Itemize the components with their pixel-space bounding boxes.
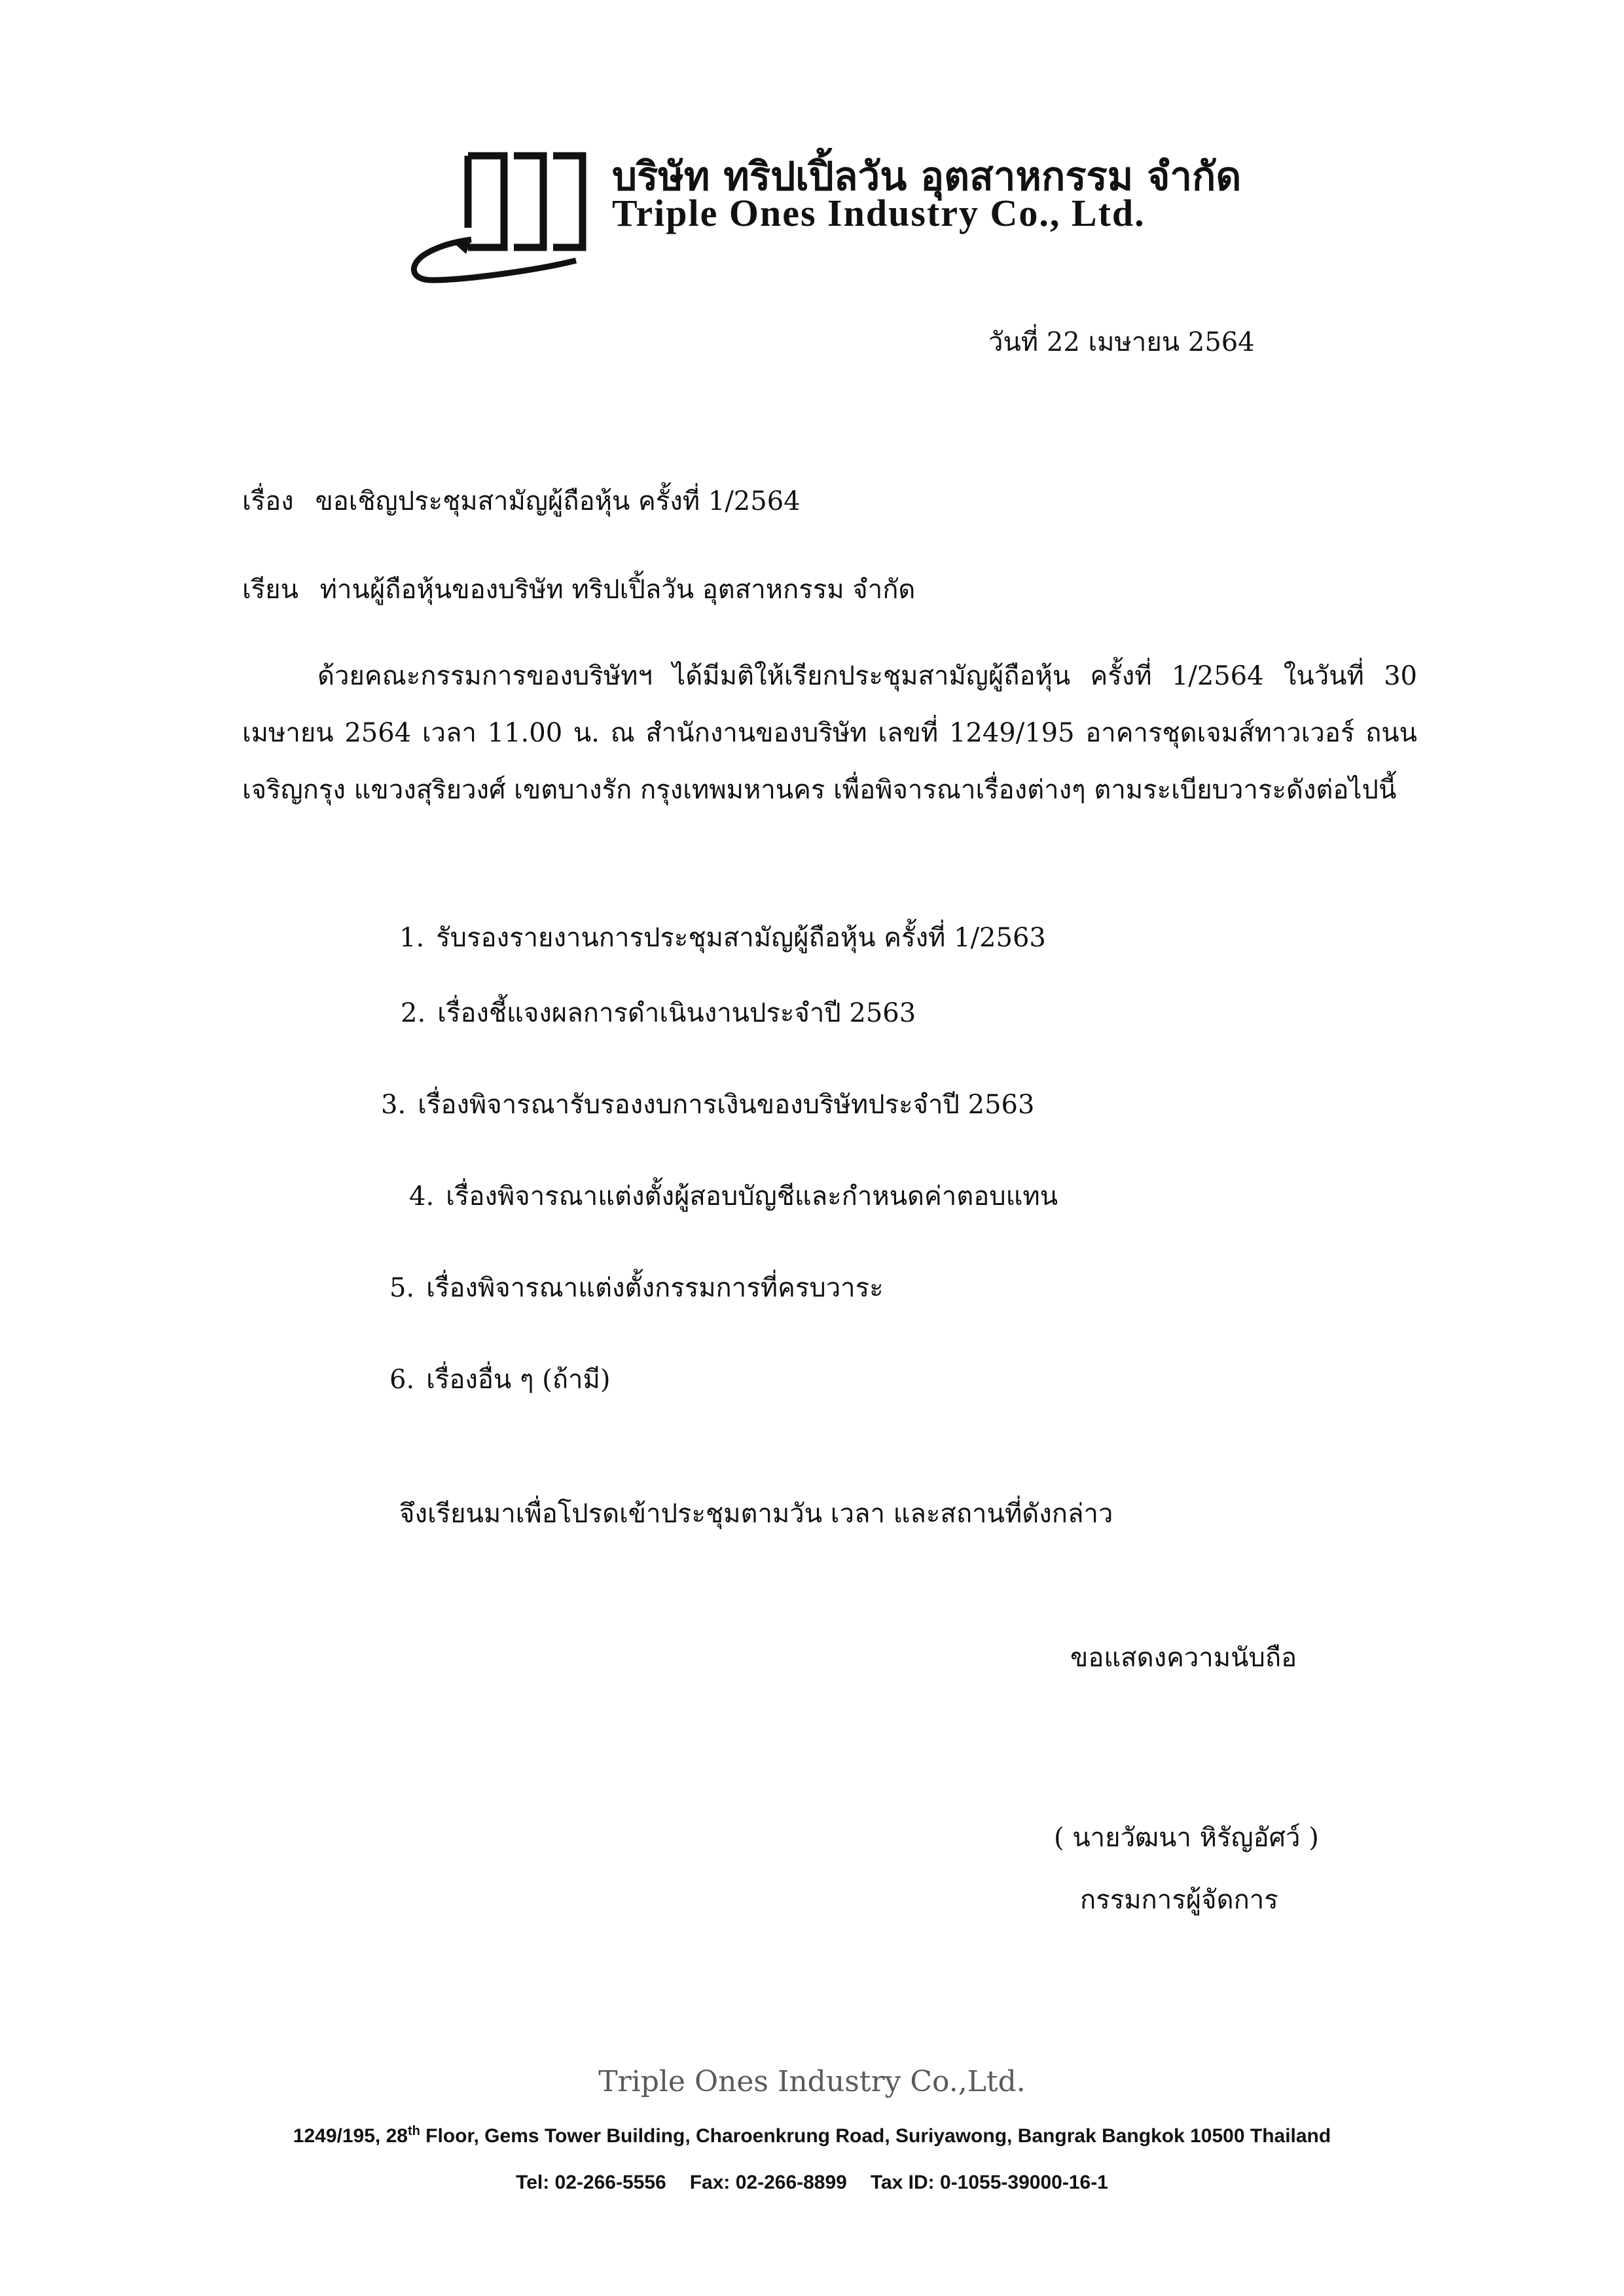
signer-name: ( นายวัฒนา หิรัญอัศว์ ) — [1054, 1823, 1319, 1853]
subject-text: ขอเชิญประชุมสามัญผู้ถือหุ้น ครั้งที่ 1/2564 — [315, 486, 801, 516]
letter-date: วันที่ 22 เมษายน 2564 — [988, 327, 1255, 357]
footer-company-name: Triple Ones Industry Co.,Ltd. — [598, 2065, 1026, 2098]
agenda-item-text: เรื่องพิจารณาแต่งตั้งผู้สอบบัญชีและกำหนดค่าตอบแทน — [446, 1181, 1058, 1211]
regards-line: ขอแสดงความนับถือ — [1070, 1643, 1297, 1673]
company-name-english: Triple Ones Industry Co., Ltd. — [612, 192, 1146, 234]
agenda-item-number: 3. — [381, 1090, 406, 1120]
recipient-line — [242, 568, 915, 610]
agenda-item — [409, 1175, 1058, 1217]
subject-line — [242, 480, 801, 522]
footer-address — [0, 2124, 1624, 2147]
agenda-item-text: เรื่องพิจารณาแต่งตั้งกรรมการที่ครบวาระ — [426, 1273, 884, 1303]
agenda-item-text: รับรองรายงานการประชุมสามัญผู้ถือหุ้น ครั้งที่ 1/2563 — [436, 923, 1046, 953]
body-paragraph — [242, 648, 1417, 819]
footer-fax: Fax: 02-266-8899 — [689, 2172, 847, 2193]
footer-address-prefix: 1249/195, 28 — [293, 2125, 408, 2147]
body-paragraph-text: ด้วยคณะกรรมการของบริษัทฯ ได้มีมติให้เรียกประชุมสามัญผู้ถือหุ้น ครั้งที่ 1/2564 ในวันที่ 30 เมษายน 2564 เวลา 11.00 น. ณ สำนักงานของบริษัท เลขที่ 1249/195 อาคารชุดเจมส์ทาวเวอร์ ถนนเจริญกรุง แขวงสุริยวงศ์ เขตบางรัก กรุงเทพมหานคร เพื่อพิจารณาเรื่องต่างๆ ตามระเบียบวาระดังต่อไปนี้ — [242, 661, 1417, 805]
triple-ones-logo-icon — [406, 149, 602, 293]
footer-contact — [0, 2172, 1624, 2194]
footer-address-sup: th — [407, 2124, 420, 2138]
recipient-text: ท่านผู้ถือหุ้นของบริษัท ทริปเปิ้ลวัน อุตสาหกรรม จำกัด — [319, 575, 916, 605]
agenda-item-number: 2. — [401, 998, 426, 1028]
agenda-item-text: เรื่องพิจารณารับรองงบการเงินของบริษัทประจำปี 2563 — [418, 1090, 1035, 1120]
signer-position: กรรมการผู้จัดการ — [1080, 1885, 1278, 1915]
agenda-item-text: เรื่องอื่น ๆ (ถ้ามี) — [426, 1365, 611, 1395]
agenda-item — [381, 1083, 1034, 1125]
company-name-thai: บริษัท ทริปเปิ้ลวัน อุตสาหกรรม จำกัด — [612, 154, 1242, 200]
agenda-item-text: เรื่องชี้แจงผลการดำเนินงานประจำปี 2563 — [437, 998, 916, 1028]
agenda-item-number: 5. — [389, 1273, 415, 1303]
agenda-item — [399, 916, 1046, 958]
closing-line: จึงเรียนมาเพื่อโปรดเข้าประชุมตามวัน เวลา และสถานที่ดังกล่าว — [399, 1499, 1113, 1529]
recipient-label: เรียน — [242, 575, 298, 605]
agenda-item — [389, 1266, 884, 1308]
agenda-item-number: 6. — [389, 1365, 415, 1395]
subject-label: เรื่อง — [242, 486, 294, 516]
agenda-item-number: 4. — [409, 1181, 435, 1211]
footer-tax-id: Tax ID: 0-1055-39000-16-1 — [870, 2172, 1108, 2193]
footer-tel: Tel: 02-266-5556 — [516, 2172, 666, 2193]
footer-address-suffix: Floor, Gems Tower Building, Charoenkrung Road, Suriyawong, Bangrak Bangkok 10500 Thailand — [420, 2125, 1331, 2147]
agenda-item-number: 1. — [399, 923, 425, 953]
agenda-item — [389, 1358, 610, 1400]
agenda-item — [401, 992, 916, 1033]
